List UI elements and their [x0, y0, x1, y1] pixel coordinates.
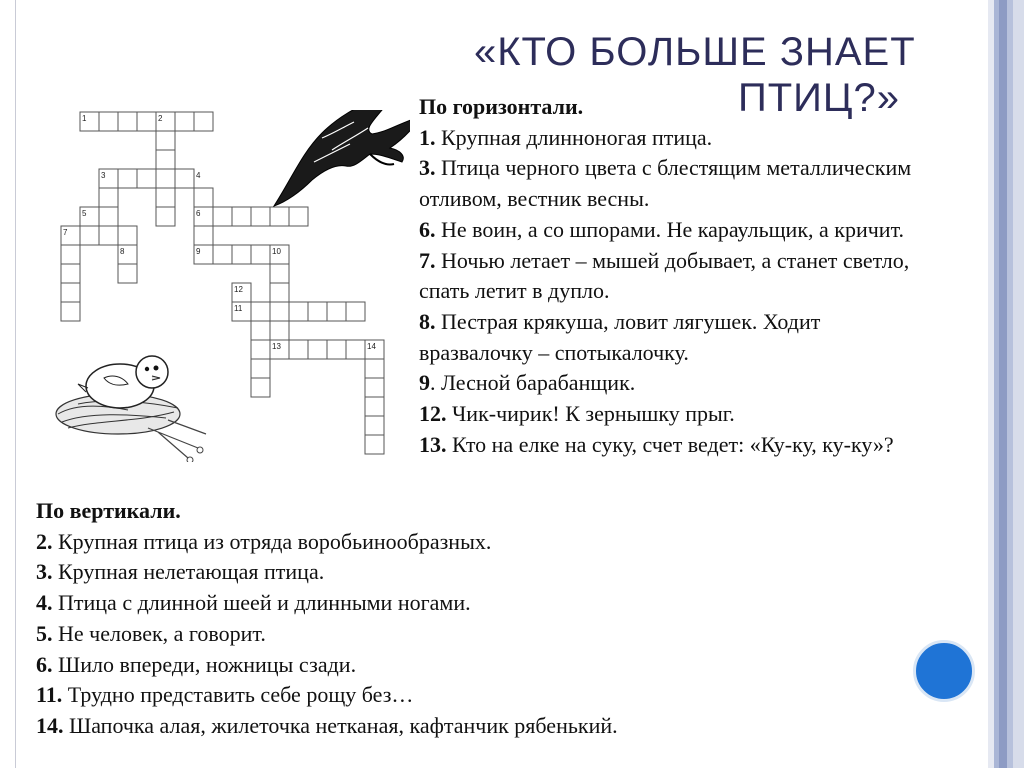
crossword-number: 1 — [82, 114, 87, 123]
crossword-cell — [308, 302, 327, 321]
crossword-number: 7 — [63, 228, 68, 237]
crossword-cell — [213, 245, 232, 264]
crossword-cell — [156, 207, 175, 226]
title-line-1: «КТО БОЛЬШЕ ЗНАЕТ — [474, 30, 916, 74]
crossword-number: 14 — [367, 342, 376, 351]
crossword-cell — [251, 378, 270, 397]
crossword-cell — [251, 340, 270, 359]
crossword-number: 8 — [120, 247, 125, 256]
crossword-number: 2 — [158, 114, 163, 123]
crossword-cell — [251, 359, 270, 378]
down-clue-11: 11. Трудно представить себе рощу без… — [36, 682, 414, 708]
down-clue-14: 14. Шапочка алая, жилеточка нетканая, кафтанчик рябенький. — [36, 712, 618, 738]
crossword-cell — [270, 283, 289, 302]
crossword-cell — [232, 245, 251, 264]
crossword-cell — [289, 340, 308, 359]
crossword-cell — [118, 264, 137, 283]
crossword-cell — [61, 264, 80, 283]
crossword-cell — [99, 207, 118, 226]
down-clues — [36, 496, 816, 742]
down-clue-3: 3. Крупная нелетающая птица. — [36, 559, 325, 585]
crossword-cell — [346, 340, 365, 359]
crossword-cell — [289, 207, 308, 226]
crossword-cell — [194, 226, 213, 245]
crossword-cell — [365, 359, 384, 378]
crossword-cell — [270, 321, 289, 340]
side-decor-band — [988, 0, 1024, 768]
crossword-cell — [365, 416, 384, 435]
across-clue-6: 6. Не воин, а со шпорами. Не караульщик, а кричит. — [419, 216, 905, 242]
crossword-cell — [346, 302, 365, 321]
crossword-cell — [194, 188, 213, 207]
down-heading: По вертикали. — [36, 498, 181, 523]
crossword-cell — [365, 378, 384, 397]
crossword-cell — [80, 226, 99, 245]
crossword-cell — [365, 397, 384, 416]
across-clues — [419, 92, 939, 460]
down-clue-2: 2. Крупная птица из отряда воробьинообразных. — [36, 528, 492, 554]
crossword-cell — [251, 207, 270, 226]
crossword-cell — [251, 321, 270, 340]
across-clue-8: 8. Пестрая крякуша, ловит лягушек. Ходит вразвалочку – спотыкалочку. — [419, 308, 821, 365]
crossword-number: 12 — [234, 285, 243, 294]
crossword-cell — [61, 245, 80, 264]
crossword-cell — [175, 112, 194, 131]
decorative-blue-circle — [913, 640, 975, 702]
crossword-cell — [194, 112, 213, 131]
crossword-cell — [270, 302, 289, 321]
crossword-cell — [251, 245, 270, 264]
crossword-cell — [327, 302, 346, 321]
crossword-cell — [327, 340, 346, 359]
crossword-cell — [118, 226, 137, 245]
down-clue-6: 6. Шило впереди, ножницы сзади. — [36, 651, 357, 677]
crossword-cell — [156, 169, 175, 188]
title-line-2: ПТИЦ?» — [738, 76, 901, 120]
crossword-number: 3 — [101, 171, 106, 180]
crossword-cell — [99, 112, 118, 131]
crossword-cell — [61, 302, 80, 321]
crossword-cell — [118, 112, 137, 131]
crossword-cell — [99, 226, 118, 245]
crossword-cell — [156, 188, 175, 207]
across-clue-7: 7. Ночью летает – мышей добывает, а станет светло, спать летит в дупло. — [419, 247, 910, 304]
across-clue-13: 13. Кто на елке на суку, счет ведет: «Ку-ку, ку-ку»? — [419, 431, 894, 457]
crossword-cell — [175, 169, 194, 188]
crossword-number: 11 — [234, 304, 243, 313]
chick-in-nest-illustration — [56, 356, 206, 462]
crossword-cell — [270, 264, 289, 283]
crossword-cell — [61, 283, 80, 302]
flying-bird-illustration — [274, 110, 410, 206]
crossword-number: 5 — [82, 209, 87, 218]
down-clue-5: 5. Не человек, а говорит. — [36, 620, 266, 646]
crossword-number: 10 — [272, 247, 281, 256]
crossword-cell — [156, 131, 175, 150]
across-clue-3: 3. Птица черного цвета с блестящим металлическим отливом, вестник весны. — [419, 155, 912, 212]
across-clue-9: 9. Лесной барабанщик. — [419, 370, 636, 396]
across-clue-1: 1. Крупная длинноногая птица. — [419, 124, 713, 150]
across-clue-12: 12. Чик-чирик! К зернышку прыг. — [419, 401, 735, 427]
across-heading: По горизонтали. — [419, 94, 584, 119]
crossword-cell — [137, 169, 156, 188]
crossword-cell — [118, 169, 137, 188]
crossword-cell — [232, 207, 251, 226]
crossword-cell — [137, 112, 156, 131]
crossword-cell — [251, 302, 270, 321]
crossword-number: 13 — [272, 342, 281, 351]
crossword-cell — [365, 435, 384, 454]
crossword-number: 9 — [196, 247, 201, 256]
crossword-grid — [30, 110, 410, 462]
crossword-cell — [270, 207, 289, 226]
slide-frame-line — [15, 0, 16, 768]
crossword-cell — [213, 207, 232, 226]
crossword-number: 6 — [196, 209, 201, 218]
crossword-cell — [289, 302, 308, 321]
crossword-number: 4 — [196, 171, 201, 180]
crossword-cell — [156, 150, 175, 169]
crossword-cell — [99, 188, 118, 207]
down-clue-4: 4. Птица с длинной шеей и длинными ногами. — [36, 590, 471, 616]
crossword-cell — [308, 340, 327, 359]
